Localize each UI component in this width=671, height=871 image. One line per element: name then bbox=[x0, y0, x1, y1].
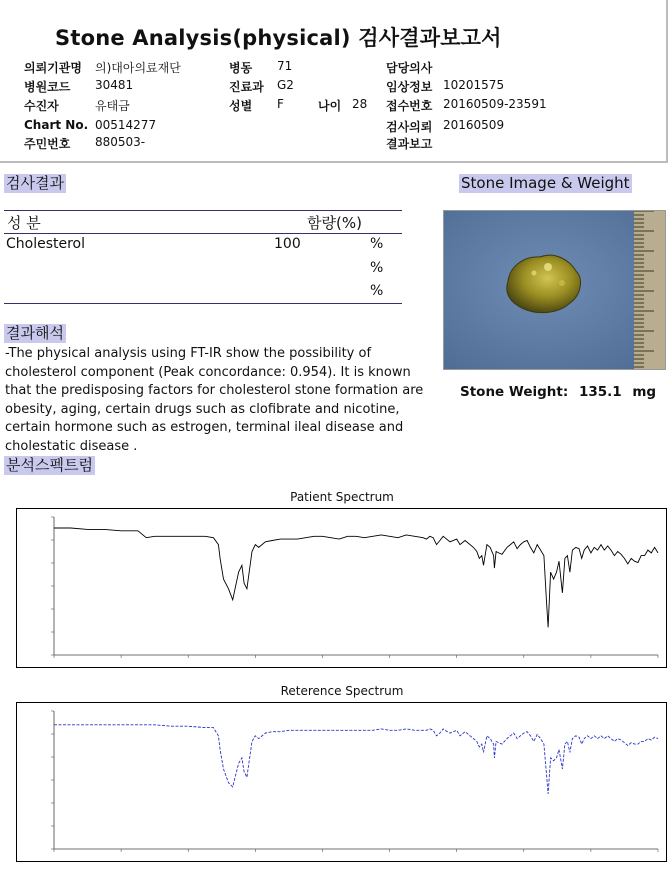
results-table-header-rule bbox=[4, 233, 402, 234]
result-row-2-unit: % bbox=[370, 260, 384, 276]
patient-spectrum-title: Patient Spectrum bbox=[290, 490, 394, 504]
reference-spectrum-title: Reterence Spectrum bbox=[280, 684, 404, 698]
results-table-bottom-rule bbox=[4, 303, 402, 304]
value-sex: F bbox=[277, 97, 284, 111]
label-doctor: 담당의사 bbox=[386, 61, 433, 75]
patient-spectrum-chart bbox=[16, 508, 667, 668]
value-resident-no: 880503- bbox=[95, 135, 146, 149]
stone-weight bbox=[460, 384, 656, 400]
value-patient: 유태금 bbox=[95, 99, 130, 113]
result-row-1-component: Cholesterol bbox=[6, 236, 86, 252]
result-row-1-unit: % bbox=[370, 236, 384, 252]
patient-spectrum-svg bbox=[17, 509, 666, 667]
label-department: 진료과 bbox=[229, 80, 264, 94]
spectrum-line bbox=[54, 528, 658, 627]
value-age: 28 bbox=[352, 97, 368, 111]
label-patient: 수진자 bbox=[24, 99, 59, 113]
stone-weight-label: Stone Weight: bbox=[460, 384, 569, 400]
spectrum-axes bbox=[54, 517, 658, 655]
interpretation-section-title: 결과해석 bbox=[6, 324, 64, 342]
reference-spectrum-svg bbox=[17, 703, 666, 861]
stone-weight-unit: mg bbox=[632, 384, 657, 400]
value-chart-no: 00514277 bbox=[95, 118, 157, 132]
result-row-1-value: 100 bbox=[274, 236, 301, 252]
interpretation-text: -The physical analysis using FT-IR show the possibility of cholesterol component (Peak concordance: 0.954). It is known that the predisposing factors for cholesterol stone formation are obesity, aging, certain drugs such as clofibrate and nicotine, certain hormone such as estrogen, terminal ileal disease and cholestatic disease . bbox=[5, 346, 424, 454]
spectrum-section-title: 분석스펙트럼 bbox=[6, 456, 93, 474]
stone-section-title: Stone Image & Weight bbox=[461, 174, 630, 192]
report-title: Stone Analysis(physical) 검사결과보고서 bbox=[55, 26, 502, 50]
value-request-date: 20160509 bbox=[443, 118, 505, 132]
spectrum-line bbox=[54, 725, 658, 794]
label-age: 나이 bbox=[318, 99, 342, 113]
results-col-ratio: 함량(%) bbox=[307, 214, 362, 232]
results-table-top-rule bbox=[4, 210, 402, 211]
label-resident-no: 주민번호 bbox=[24, 137, 71, 151]
label-chart-no: Chart No. bbox=[24, 118, 89, 132]
results-col-component: 성 분 bbox=[7, 214, 41, 232]
label-clinical-info: 임상정보 bbox=[386, 80, 433, 94]
label-request-date: 검사의뢰 bbox=[386, 120, 433, 134]
spectrum-axes bbox=[54, 711, 658, 849]
label-report-date: 결과보고 bbox=[386, 137, 433, 151]
value-clinical-info: 10201575 bbox=[443, 78, 505, 92]
label-hospital-code: 병원코드 bbox=[24, 80, 71, 94]
label-ward: 병동 bbox=[229, 61, 253, 75]
label-institution: 의뢰기관명 bbox=[24, 61, 82, 75]
result-row-3-unit: % bbox=[370, 283, 384, 299]
stone-weight-value: 135.1 bbox=[578, 384, 622, 400]
stone-photo bbox=[443, 210, 666, 370]
value-receipt-no: 20160509-23591 bbox=[443, 97, 547, 111]
value-hospital-code: 30481 bbox=[95, 78, 134, 92]
label-receipt-no: 접수번호 bbox=[386, 99, 433, 113]
reference-spectrum-chart bbox=[16, 702, 667, 862]
value-department: G2 bbox=[277, 78, 294, 92]
stone-photo-graphic bbox=[444, 211, 666, 370]
label-sex: 성별 bbox=[229, 99, 253, 113]
results-section-title: 검사결과 bbox=[6, 174, 64, 192]
value-ward: 71 bbox=[277, 59, 293, 73]
value-institution: 의)대아의료재단 bbox=[95, 61, 181, 75]
